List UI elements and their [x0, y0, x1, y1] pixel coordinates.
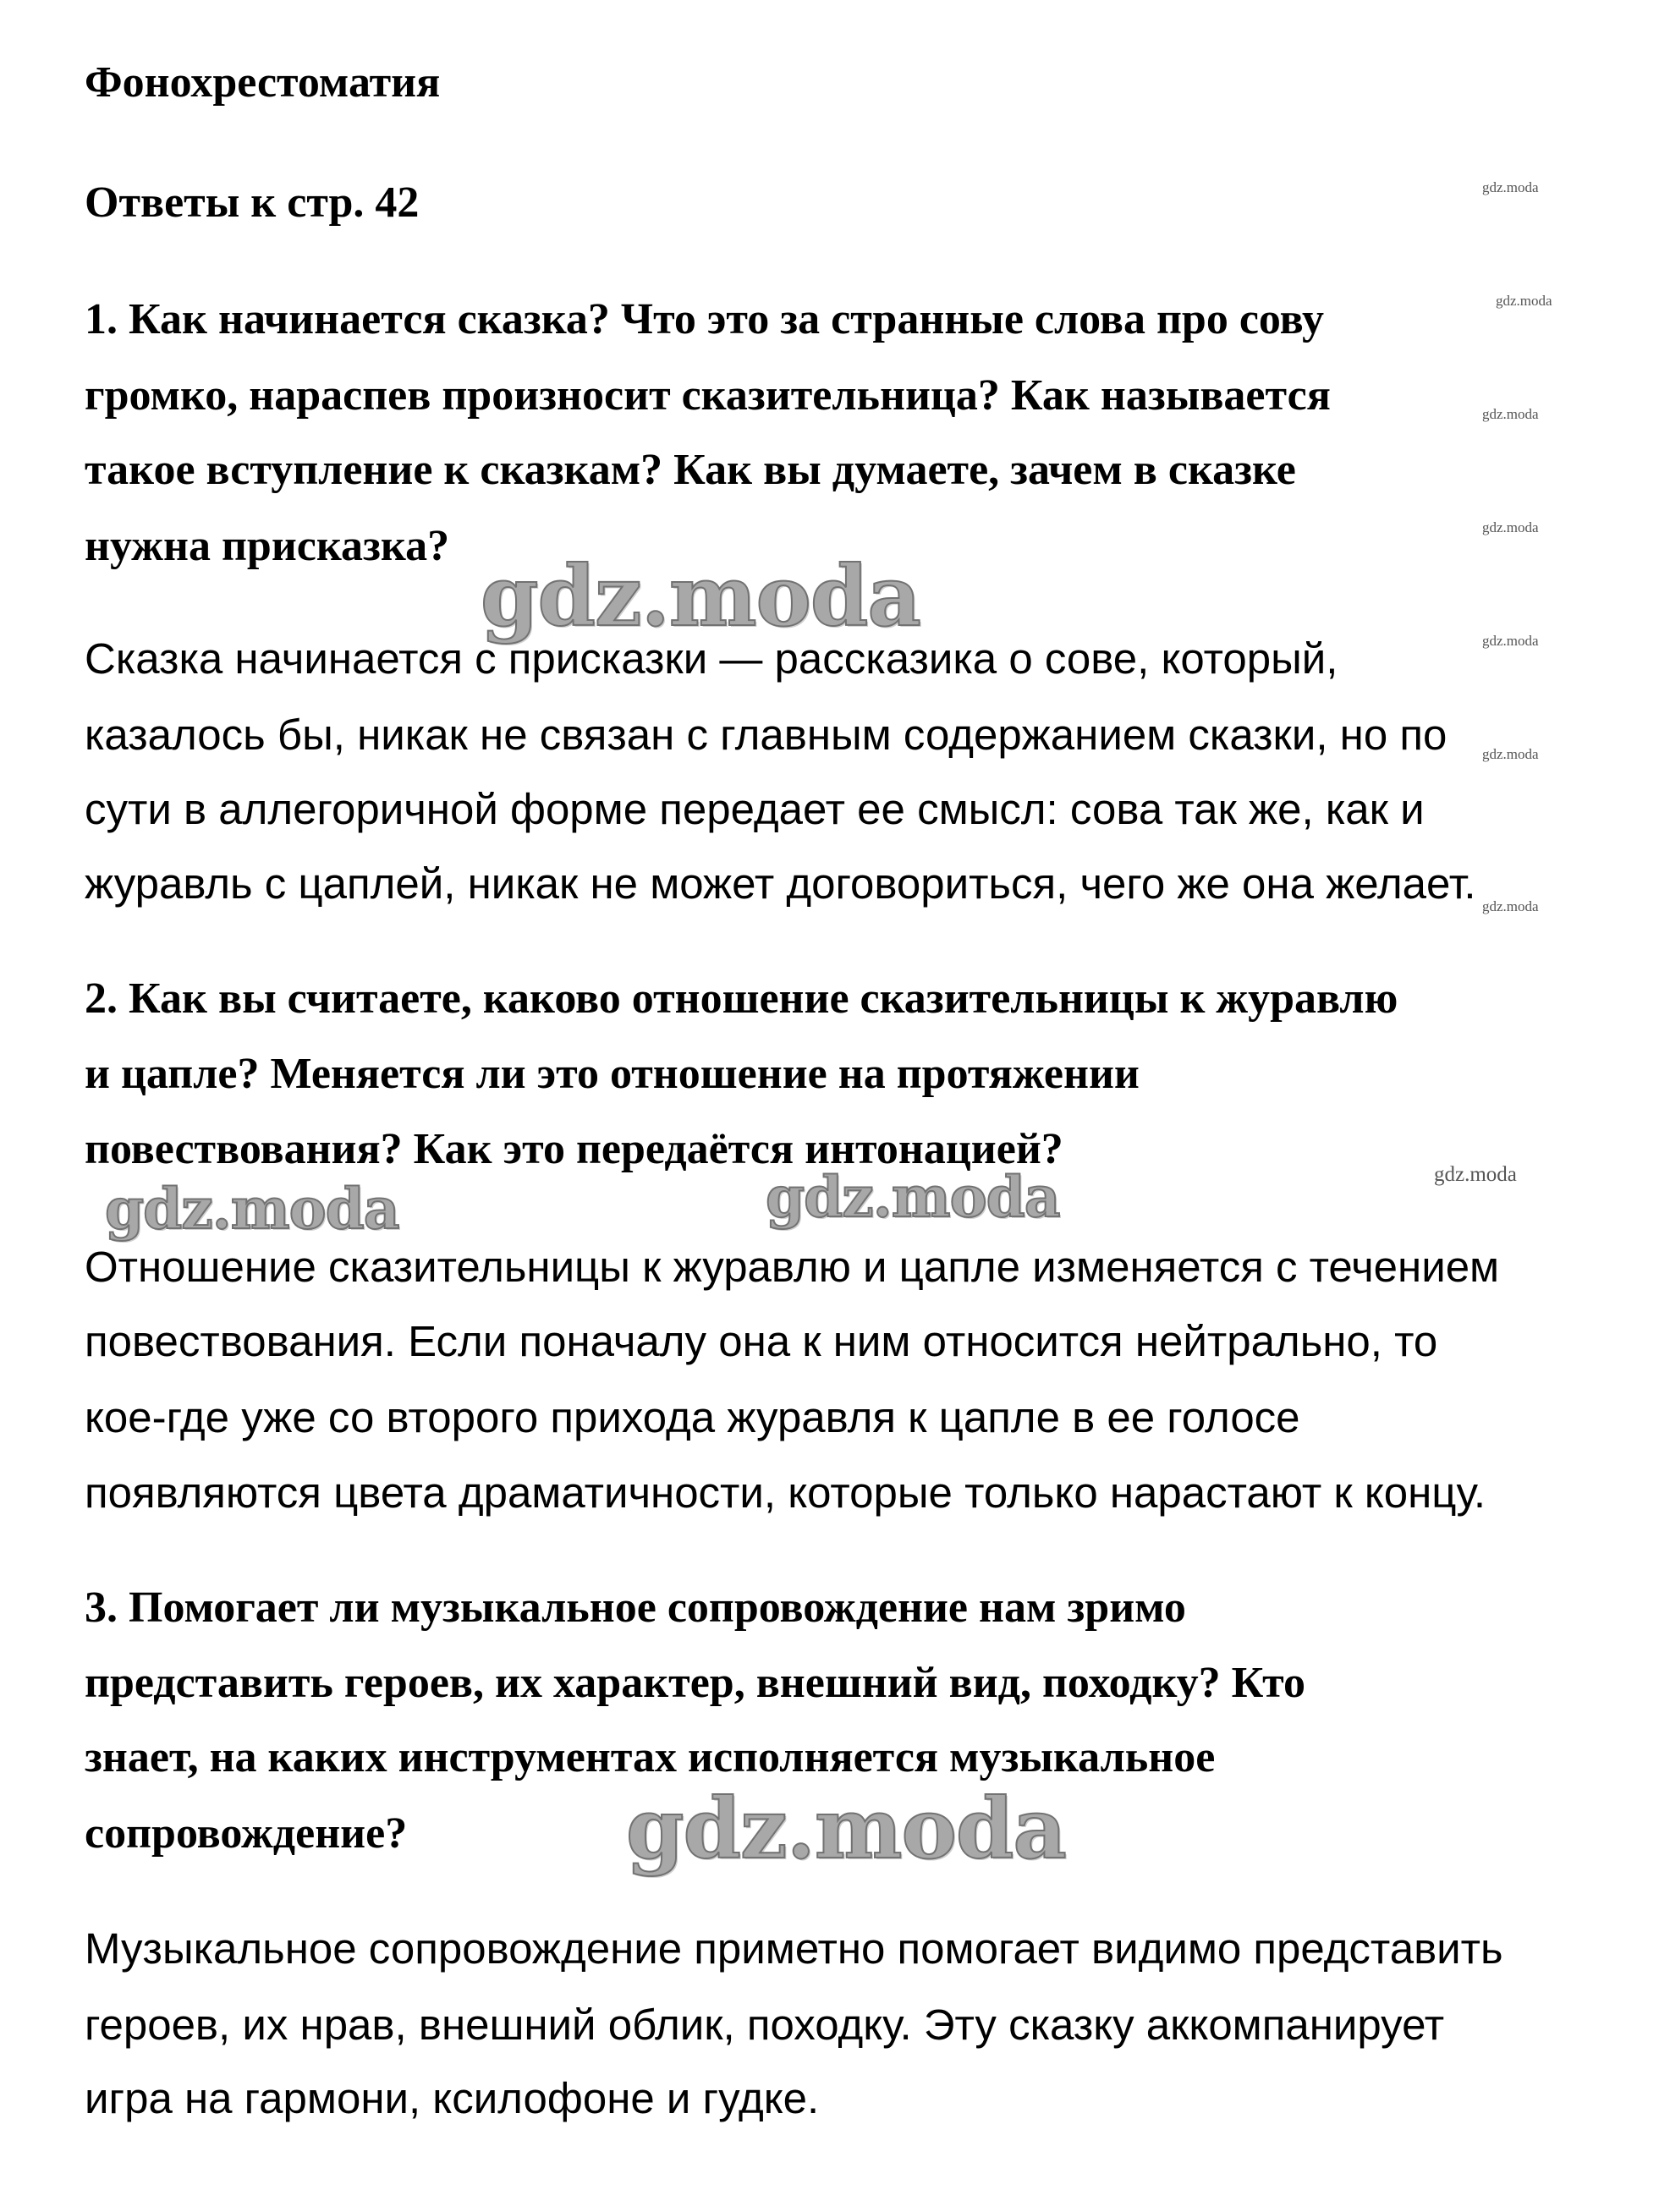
- answer-line: казалось бы, никак не связан с главным содержанием сказки, но по: [85, 711, 1448, 759]
- question-line: повествования? Как это передаётся интонацией?: [85, 1125, 1063, 1173]
- question-line: 1. Как начинается сказка? Что это за странные слова про сову: [85, 295, 1324, 343]
- watermark-large: gdz.moda: [105, 1176, 399, 1242]
- watermark-large: gdz.moda: [626, 1781, 1066, 1878]
- answer-line: Сказка начинается с присказки — рассказика о сове, который,: [85, 634, 1338, 683]
- watermark-medium: gdz.moda: [1434, 1163, 1517, 1186]
- answer-line: героев, их нрав, внешний облик, походку. Эту сказку аккомпанирует: [85, 2001, 1445, 2049]
- watermark-small: gdz.moda: [1482, 519, 1539, 535]
- watermark-small: gdz.moda: [1482, 406, 1539, 422]
- watermark-small: gdz.moda: [1482, 898, 1539, 914]
- question-line: знает, на каких инструментах исполняется музыкальное: [85, 1733, 1216, 1781]
- watermark-small: gdz.moda: [1482, 746, 1539, 762]
- question-line: 2. Как вы считаете, каково отношение сказительницы к журавлю: [85, 974, 1398, 1023]
- question-line: сопровождение?: [85, 1809, 408, 1858]
- question-line: представить героев, их характер, внешний вид, походку? Кто: [85, 1659, 1305, 1707]
- answer-line: журавль с цаплей, никак не может договориться, чего же она желает.: [85, 859, 1476, 908]
- question-line: такое вступление к сказкам? Как вы думаете, зачем в сказке: [85, 446, 1296, 494]
- watermark-small: gdz.moda: [1482, 179, 1539, 195]
- watermark-large: gdz.moda: [766, 1164, 1060, 1230]
- answer-line: повествования. Если поначалу она к ним относится нейтрально, то: [85, 1317, 1438, 1365]
- page-subtitle: Ответы к стр. 42: [85, 178, 420, 227]
- answer-line: игра на гармони, ксилофоне и гудке.: [85, 2074, 820, 2122]
- watermark-small: gdz.moda: [1482, 633, 1539, 649]
- question-line: 3. Помогает ли музыкальное сопровождение нам зримо: [85, 1584, 1186, 1632]
- watermark-large: gdz.moda: [481, 548, 920, 645]
- watermark-small: gdz.moda: [1496, 293, 1552, 309]
- answer-line: кое-где уже со второго прихода журавля к цапле в ее голосе: [85, 1393, 1300, 1441]
- answer-line: Отношение сказительницы к журавлю и цапле изменяется с течением: [85, 1243, 1500, 1291]
- question-line: громко, нараспев произносит сказительница? Как называется: [85, 371, 1331, 420]
- answer-line: Музыкальное сопровождение приметно помогает видимо представить: [85, 1924, 1503, 1973]
- page-title: Фонохрестоматия: [85, 58, 441, 107]
- question-line: нужна присказка?: [85, 522, 450, 570]
- question-line: и цапле? Меняется ли это отношение на протяжении: [85, 1050, 1140, 1098]
- answer-line: сути в аллегоричной форме передает ее смысл: сова так же, как и: [85, 785, 1425, 833]
- answer-line: появляются цвета драматичности, которые только нарастают к концу.: [85, 1468, 1486, 1517]
